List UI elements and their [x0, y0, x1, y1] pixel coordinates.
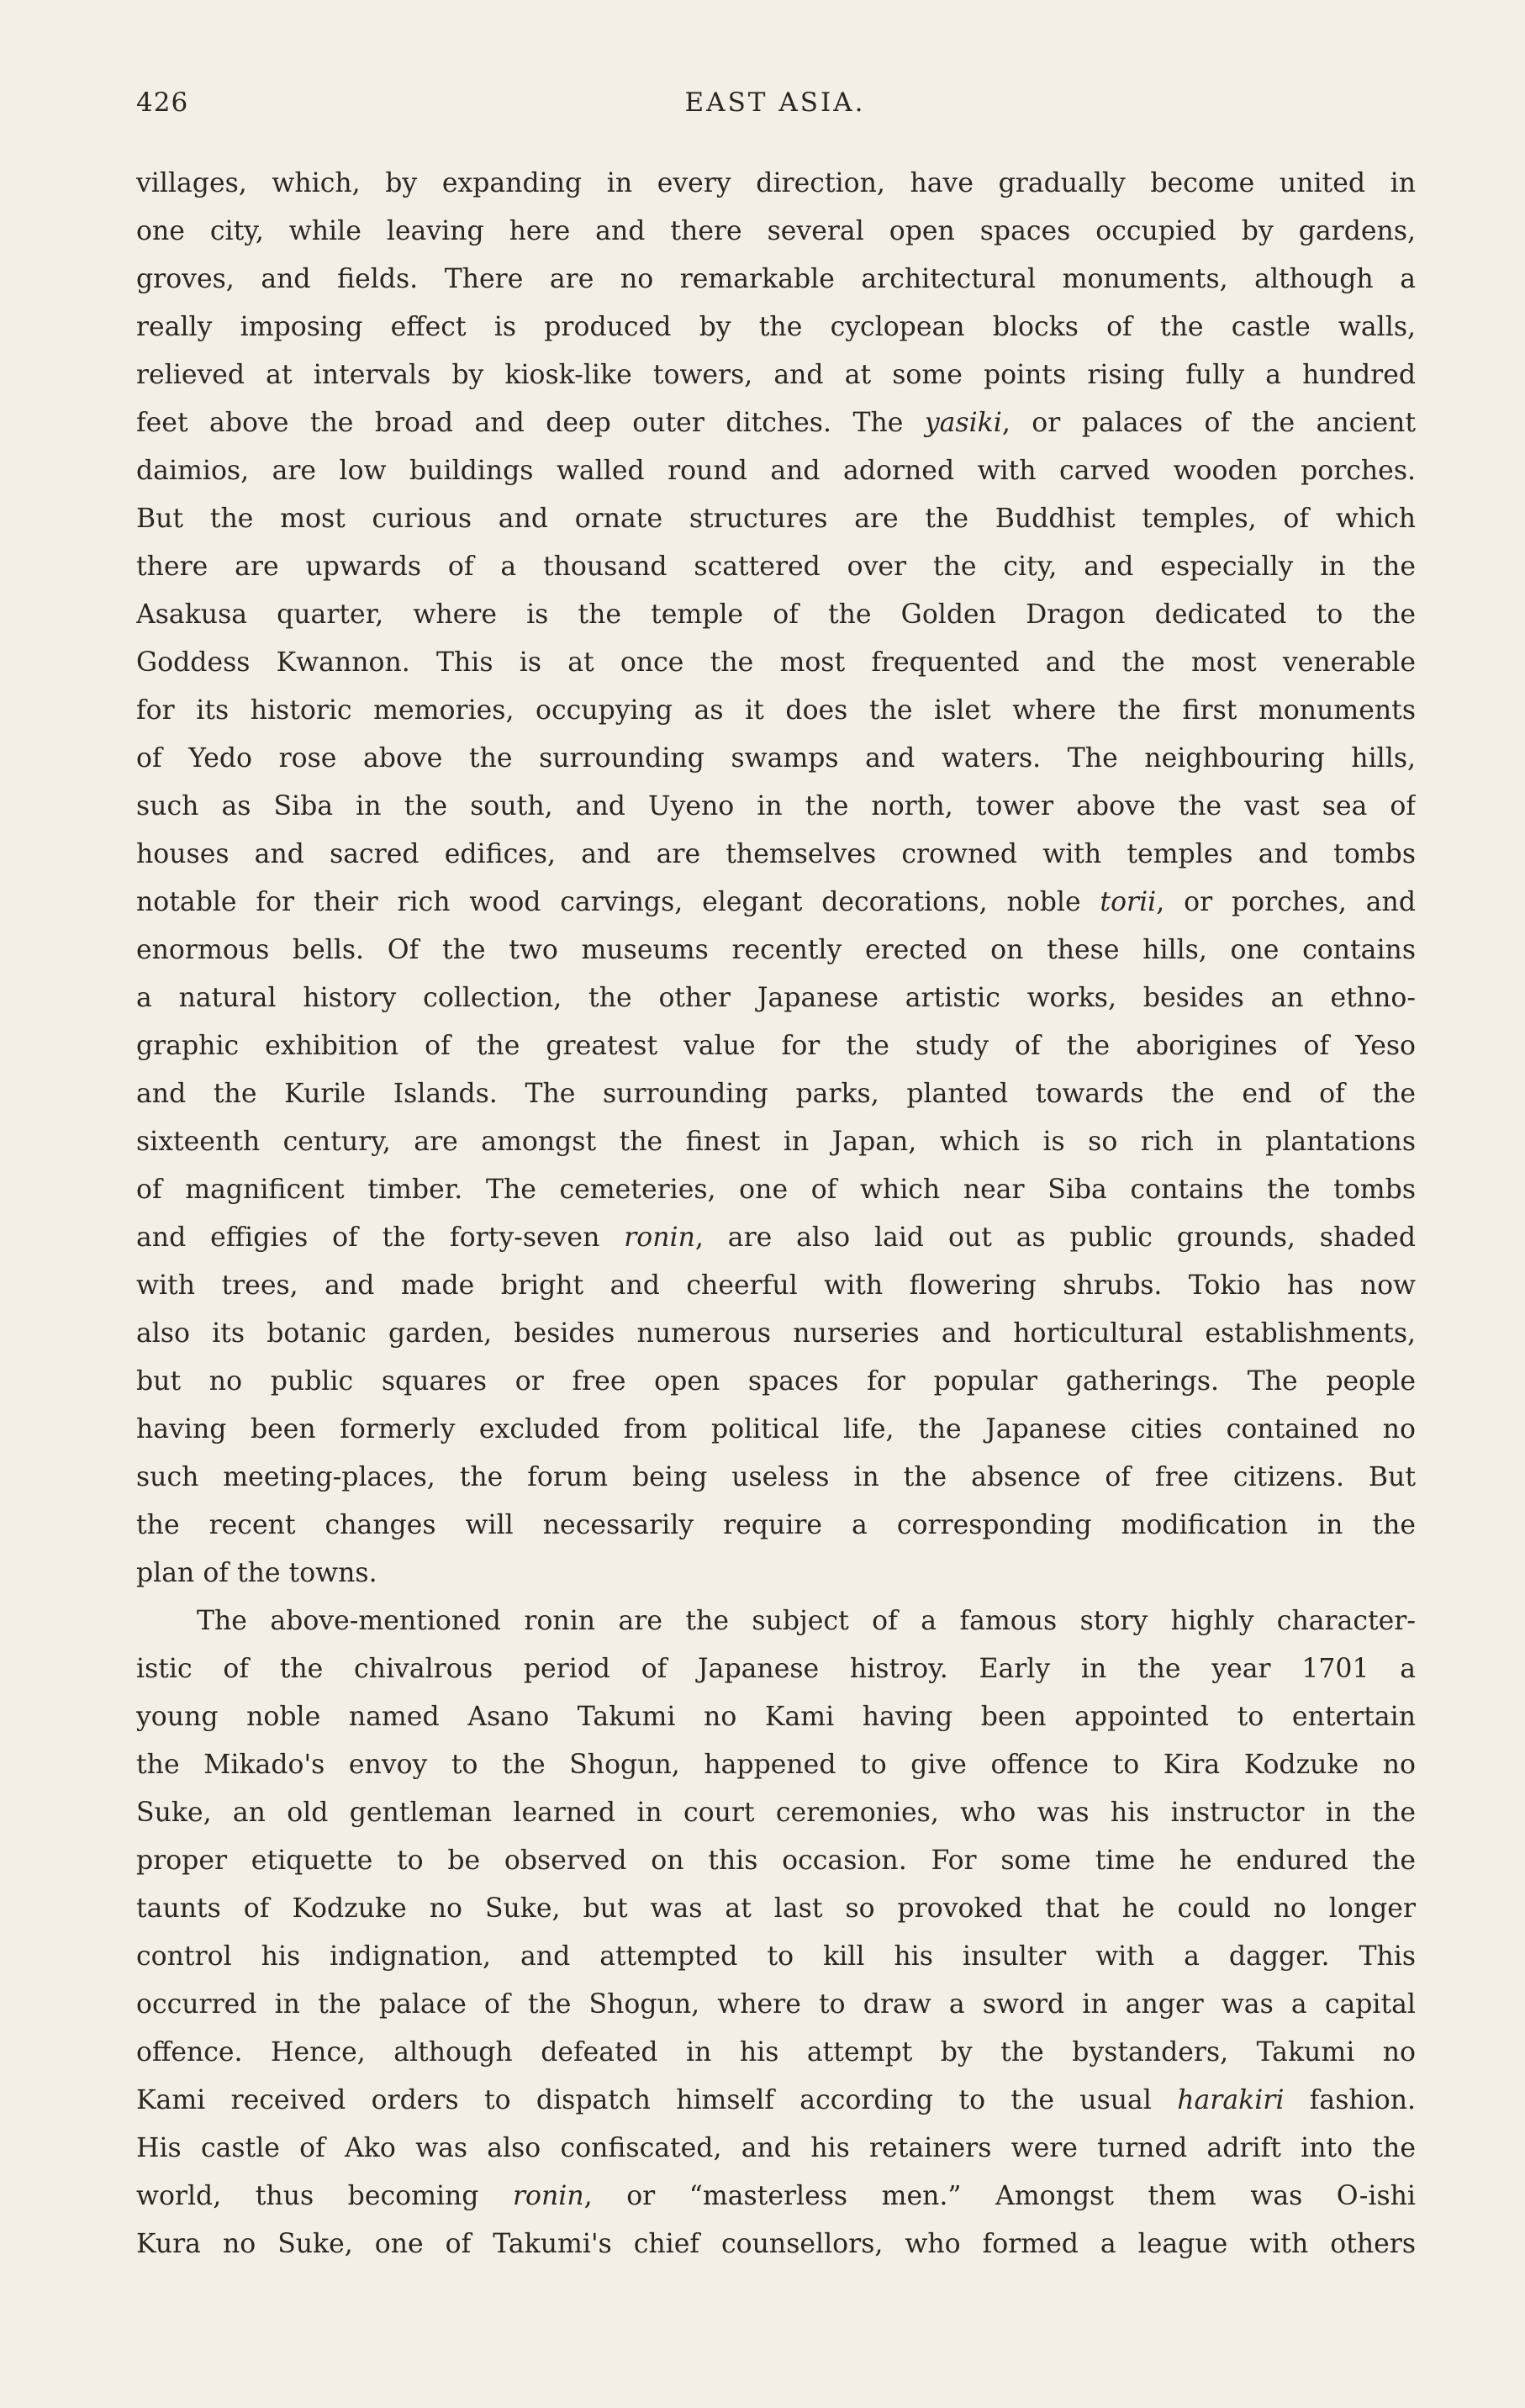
text-line: Suke, an old gentleman learned in court ceremonies, who was his instructor in the [136, 1798, 1416, 1828]
text-line: sixteenth century, are amongst the finest in Japan, which is so rich in plantations [136, 1127, 1416, 1157]
text-line: daimios, are low buildings walled round and adorned with carved wooden porches. [136, 456, 1416, 486]
text-line: proper etiquette to be observed on this occasion. For some time he endured the [136, 1846, 1416, 1876]
text-line: really imposing effect is produced by the cyclopean blocks of the castle walls, [136, 312, 1416, 342]
page-number: 426 [136, 87, 189, 118]
text-line: enormous bells. Of the two museums recently erected on these hills, one contains [136, 935, 1416, 965]
paragraph-start-line: The above-mentioned ronin are the subject of a famous story highly character- [197, 1606, 1416, 1636]
text-line: a natural history collection, the other Japanese artistic works, besides an ethno- [136, 983, 1416, 1013]
text-line: offence. Hence, although defeated in his attempt by the bystanders, Takumi no [136, 2037, 1416, 2067]
text-line: such meeting-places, the forum being useless in the absence of free citizens. But [136, 1462, 1416, 1492]
text-line: villages, which, by expanding in every direction, have gradually become united in [136, 168, 1416, 198]
text-line: one city, while leaving here and there several open spaces occupied by gardens, [136, 216, 1416, 246]
text-line: of Yedo rose above the surrounding swamps and waters. The neighbouring hills, [136, 743, 1416, 774]
text-line: control his indignation, and attempted to kill his insulter with a dagger. This [136, 1941, 1416, 1972]
text-line: with trees, and made bright and cheerful with flowering shrubs. Tokio has now [136, 1270, 1416, 1301]
text-line: for its historic memories, occupying as it does the islet where the first monuments [136, 695, 1416, 726]
paragraph-end-line: plan of the towns. [136, 1558, 377, 1588]
text-line: there are upwards of a thousand scattered over the city, and especially in the [136, 552, 1416, 582]
text-line: young noble named Asano Takumi no Kami having been appointed to entertain [136, 1702, 1416, 1732]
text-line: istic of the chivalrous period of Japanese histroy. Early in the year 1701 a [136, 1654, 1416, 1684]
italic-term: harakiri [1177, 2085, 1285, 2115]
italic-term: ronin [624, 1222, 695, 1253]
text-line: Asakusa quarter, where is the temple of the Golden Dragon dedicated to the [136, 599, 1416, 630]
text-line: and the Kurile Islands. The surrounding parks, planted towards the end of the [136, 1079, 1416, 1109]
text-line: but no public squares or free open spaces for popular gatherings. The people [136, 1366, 1416, 1397]
text-line: taunts of Kodzuke no Suke, but was at last so provoked that he could no longer [136, 1893, 1416, 1924]
text-line: Kami received orders to dispatch himself according to the usual harakiri fashion. [136, 2085, 1416, 2115]
running-title: EAST ASIA. [684, 87, 866, 118]
italic-term: yasiki [924, 408, 1002, 438]
text-line: also its botanic garden, besides numerous nurseries and horticultural establishments, [136, 1318, 1416, 1349]
text-line: occurred in the palace of the Shogun, where to draw a sword in anger was a capital [136, 1989, 1416, 2020]
text-line: graphic exhibition of the greatest value for the study of the aborigines of Yeso [136, 1031, 1416, 1061]
italic-term: ronin [513, 2181, 584, 2211]
text-line: Kura no Suke, one of Takumi's chief counsellors, who formed a league with others [136, 2229, 1416, 2259]
text-line: But the most curious and ornate structures are the Buddhist temples, of which [136, 504, 1416, 534]
text-line: the Mikado's envoy to the Shogun, happened to give offence to Kira Kodzuke no [136, 1750, 1416, 1780]
text-line: such as Siba in the south, and Uyeno in the north, tower above the vast sea of [136, 791, 1416, 821]
body-text [136, 160, 1416, 2268]
text-line: houses and sacred edifices, and are themselves crowned with temples and tombs [136, 839, 1416, 869]
text-line: world, thus becoming ronin, or “masterless men.” Amongst them was O-ishi [136, 2181, 1416, 2211]
italic-term: torii [1100, 887, 1157, 917]
text-line: and effigies of the forty-seven ronin, are also laid out as public grounds, shaded [136, 1222, 1416, 1253]
text-line: Goddess Kwannon. This is at once the most frequented and the most venerable [136, 647, 1416, 678]
text-line: having been formerly excluded from political life, the Japanese cities contained no [136, 1414, 1416, 1444]
text-line: relieved at intervals by kiosk-like towers, and at some points rising fully a hundred [136, 360, 1416, 390]
text-line: notable for their rich wood carvings, elegant decorations, noble torii, or porches, and [136, 887, 1416, 917]
text-line: feet above the broad and deep outer ditches. The yasiki, or palaces of the ancient [136, 408, 1416, 438]
text-line: His castle of Ako was also confiscated, and his retainers were turned adrift into the [136, 2133, 1416, 2163]
text-line: groves, and fields. There are no remarkable architectural monuments, although a [136, 264, 1416, 294]
text-line: of magnificent timber. The cemeteries, one of which near Siba contains the tombs [136, 1175, 1416, 1205]
text-line: the recent changes will necessarily require a corresponding modification in the [136, 1510, 1416, 1540]
running-head [136, 87, 1414, 128]
